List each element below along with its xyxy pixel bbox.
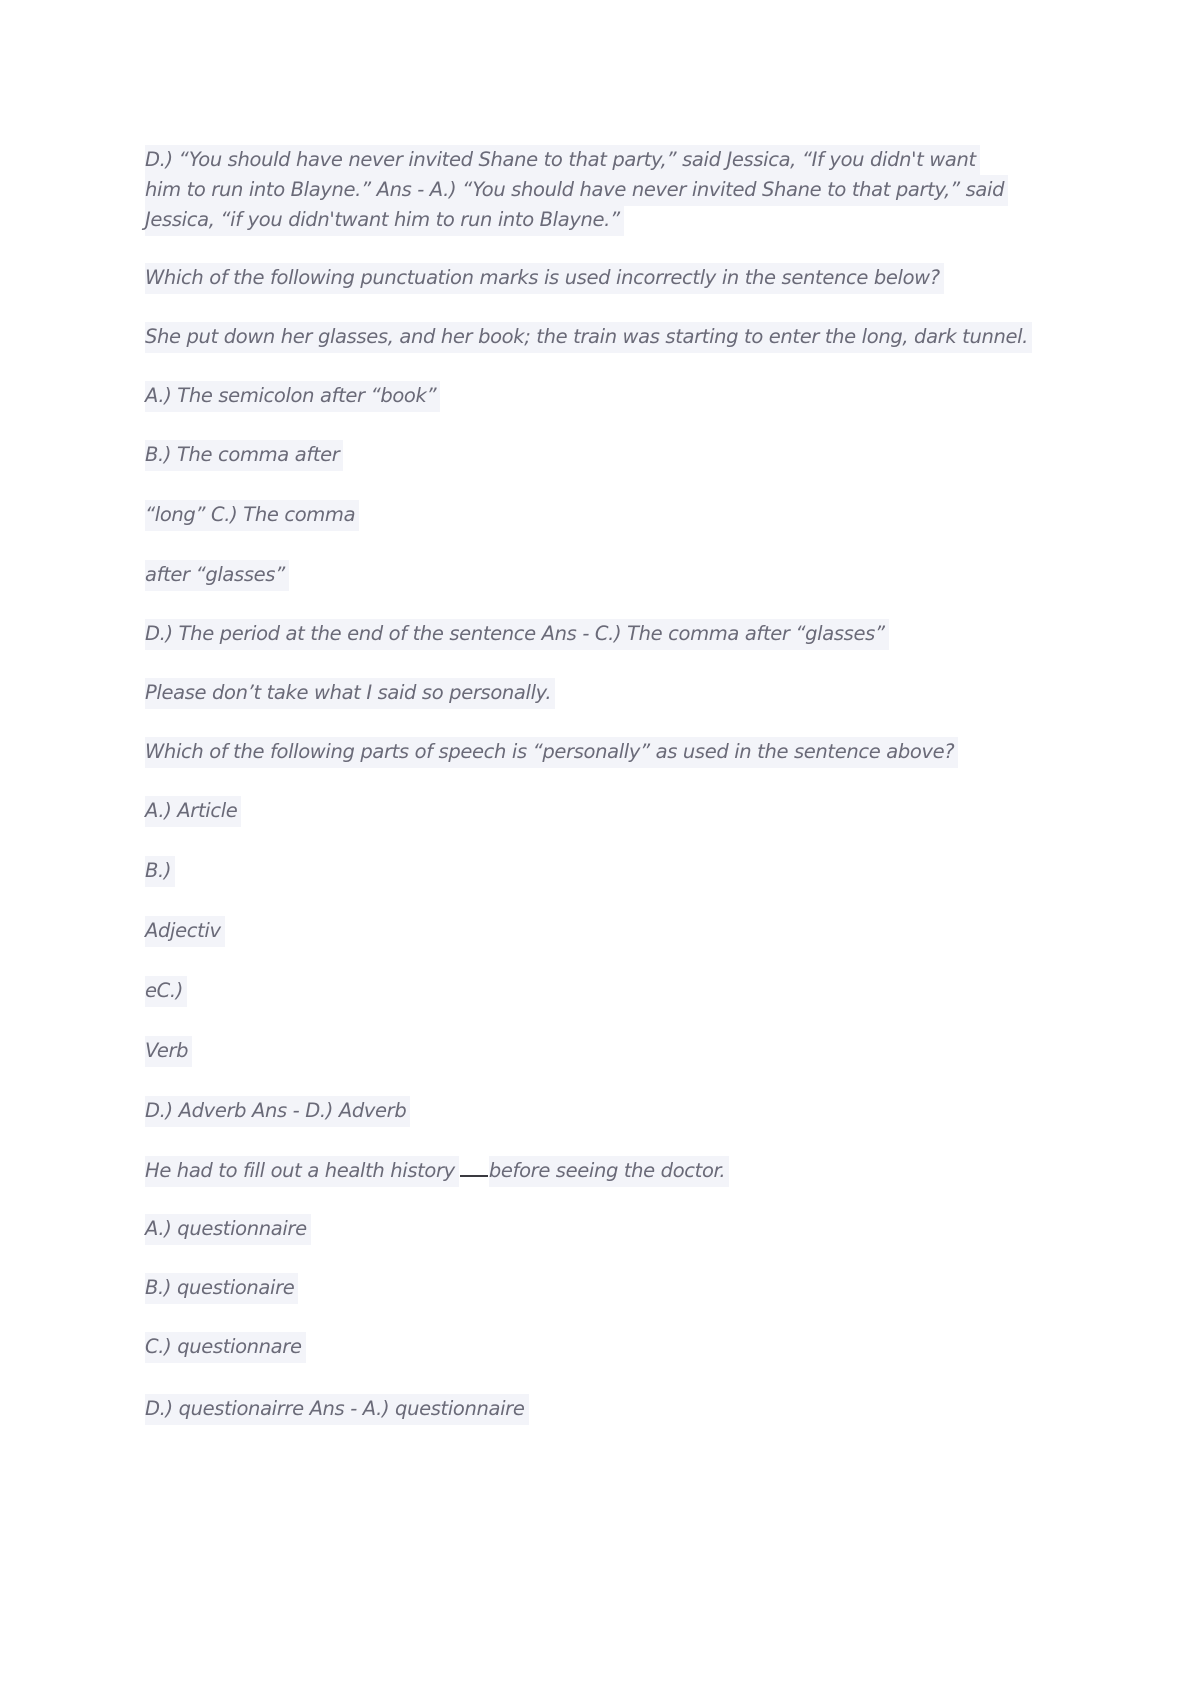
fill-blank-before: He had to fill out a health history [145, 1156, 459, 1187]
option-text: “long” C.) The comma [145, 500, 359, 531]
option-line [145, 916, 225, 946]
text-line [145, 205, 624, 235]
answer-line [145, 1394, 529, 1424]
option-text: A.) questionnaire [145, 1214, 311, 1245]
question-line [145, 737, 958, 767]
answer-text: D.) The period at the end of the sentence Ans - C.) The comma after “glasses” [145, 619, 889, 650]
option-line [145, 500, 359, 530]
question-text: Which of the following punctuation marks is used incorrectly in the sentence below? [145, 263, 944, 294]
option-line [145, 560, 289, 590]
text-line-content: Jessica, “if you didn'twant him to run into Blayne.” [145, 205, 624, 236]
blank-underline [460, 1155, 488, 1177]
option-line [145, 1036, 192, 1066]
sentence-line [145, 678, 555, 708]
option-text: B.) questionaire [145, 1273, 298, 1304]
answer-text: D.) questionairre Ans - A.) questionnaire [145, 1394, 529, 1425]
option-line [145, 381, 440, 411]
option-text: A.) Article [145, 796, 241, 827]
text-line [145, 145, 980, 175]
option-line [145, 796, 241, 826]
option-line [145, 440, 343, 470]
option-line [145, 976, 187, 1006]
option-text: B.) [145, 856, 175, 887]
option-line [145, 856, 175, 886]
option-text: eC.) [145, 976, 187, 1007]
fill-blank-line [145, 1155, 729, 1186]
option-text: C.) questionnare [145, 1332, 306, 1363]
sentence-text: She put down her glasses, and her book; the train was starting to enter the long, dark tunnel. [145, 322, 1032, 353]
text-line-content: D.) “You should have never invited Shane to that party,” said Jessica, “If you didn't want [145, 145, 980, 176]
answer-line [145, 1096, 410, 1126]
option-text: A.) The semicolon after “book” [145, 381, 440, 412]
option-text: after “glasses” [145, 560, 289, 591]
question-text: Which of the following parts of speech is “personally” as used in the sentence above? [145, 737, 958, 768]
text-line [145, 175, 1008, 205]
option-text: Verb [145, 1036, 192, 1067]
option-text: B.) The comma after [145, 440, 343, 471]
option-line [145, 1332, 306, 1362]
question-line [145, 263, 944, 293]
answer-line [145, 619, 889, 649]
answer-text: D.) Adverb Ans - D.) Adverb [145, 1096, 410, 1127]
option-line [145, 1273, 298, 1303]
option-text: Adjectiv [145, 916, 225, 947]
fill-blank-after: before seeing the doctor. [489, 1156, 729, 1187]
option-line [145, 1214, 311, 1244]
text-line-content: him to run into Blayne.” Ans - A.) “You should have never invited Shane to that party,” said [145, 175, 1008, 206]
sentence-text: Please don’t take what I said so personally. [145, 678, 555, 709]
sentence-line [145, 322, 1032, 352]
